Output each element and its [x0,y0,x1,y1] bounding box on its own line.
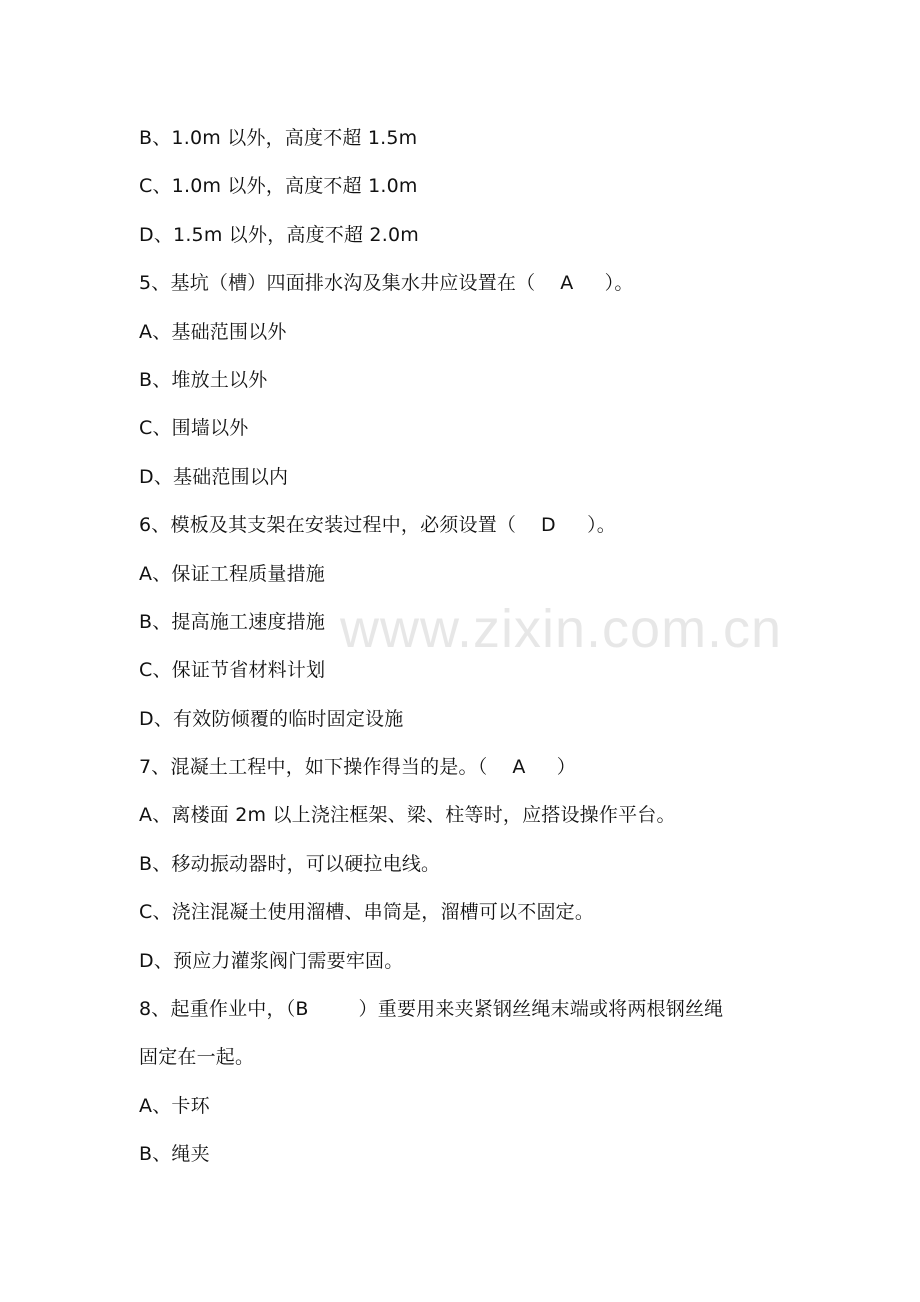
option-line: B、移动振动器时，可以硬拉电线。 [139,852,441,875]
option-line: A、离楼面 2m 以上浇注框架、梁、柱等时，应搭设操作平台。 [139,804,676,827]
question-line: 6、模板及其支架在安装过程中，必须设置（ D ）。 [139,514,616,537]
question-line: 7、混凝土工程中，如下操作得当的是。（ A ） [139,756,576,779]
question-line: 8、起重作业中，（B ）重要用来夹紧钢丝绳末端或将两根钢丝绳 [139,998,724,1021]
question-line-continuation: 固定在一起。 [139,1046,255,1069]
option-line: C、1.0m 以外，高度不超 1.0m [139,175,418,198]
option-line: B、绳夹 [139,1143,210,1166]
option-line: D、1.5m 以外，高度不超 2.0m [139,223,419,246]
option-line: C、保证节省材料计划 [139,659,326,682]
option-line: D、预应力灌浆阀门需要牢固。 [139,949,404,972]
watermark: www.zixin.com.cn [340,599,783,659]
option-line: B、堆放土以外 [139,368,268,391]
option-line: D、基础范围以内 [139,465,289,488]
option-line: C、围墙以外 [139,417,249,440]
option-line: A、卡环 [139,1094,210,1117]
option-line: A、保证工程质量措施 [139,562,325,585]
option-line: C、浇注混凝土使用溜槽、串筒是，溜槽可以不固定。 [139,901,595,924]
option-line: B、提高施工速度措施 [139,610,326,633]
question-line: 5、基坑（槽）四面排水沟及集水井应设置在（ A ）。 [139,272,634,295]
option-line: A、基础范围以外 [139,320,287,343]
option-line: D、有效防倾覆的临时固定设施 [139,707,404,730]
option-line: B、1.0m 以外，高度不超 1.5m [139,127,418,149]
